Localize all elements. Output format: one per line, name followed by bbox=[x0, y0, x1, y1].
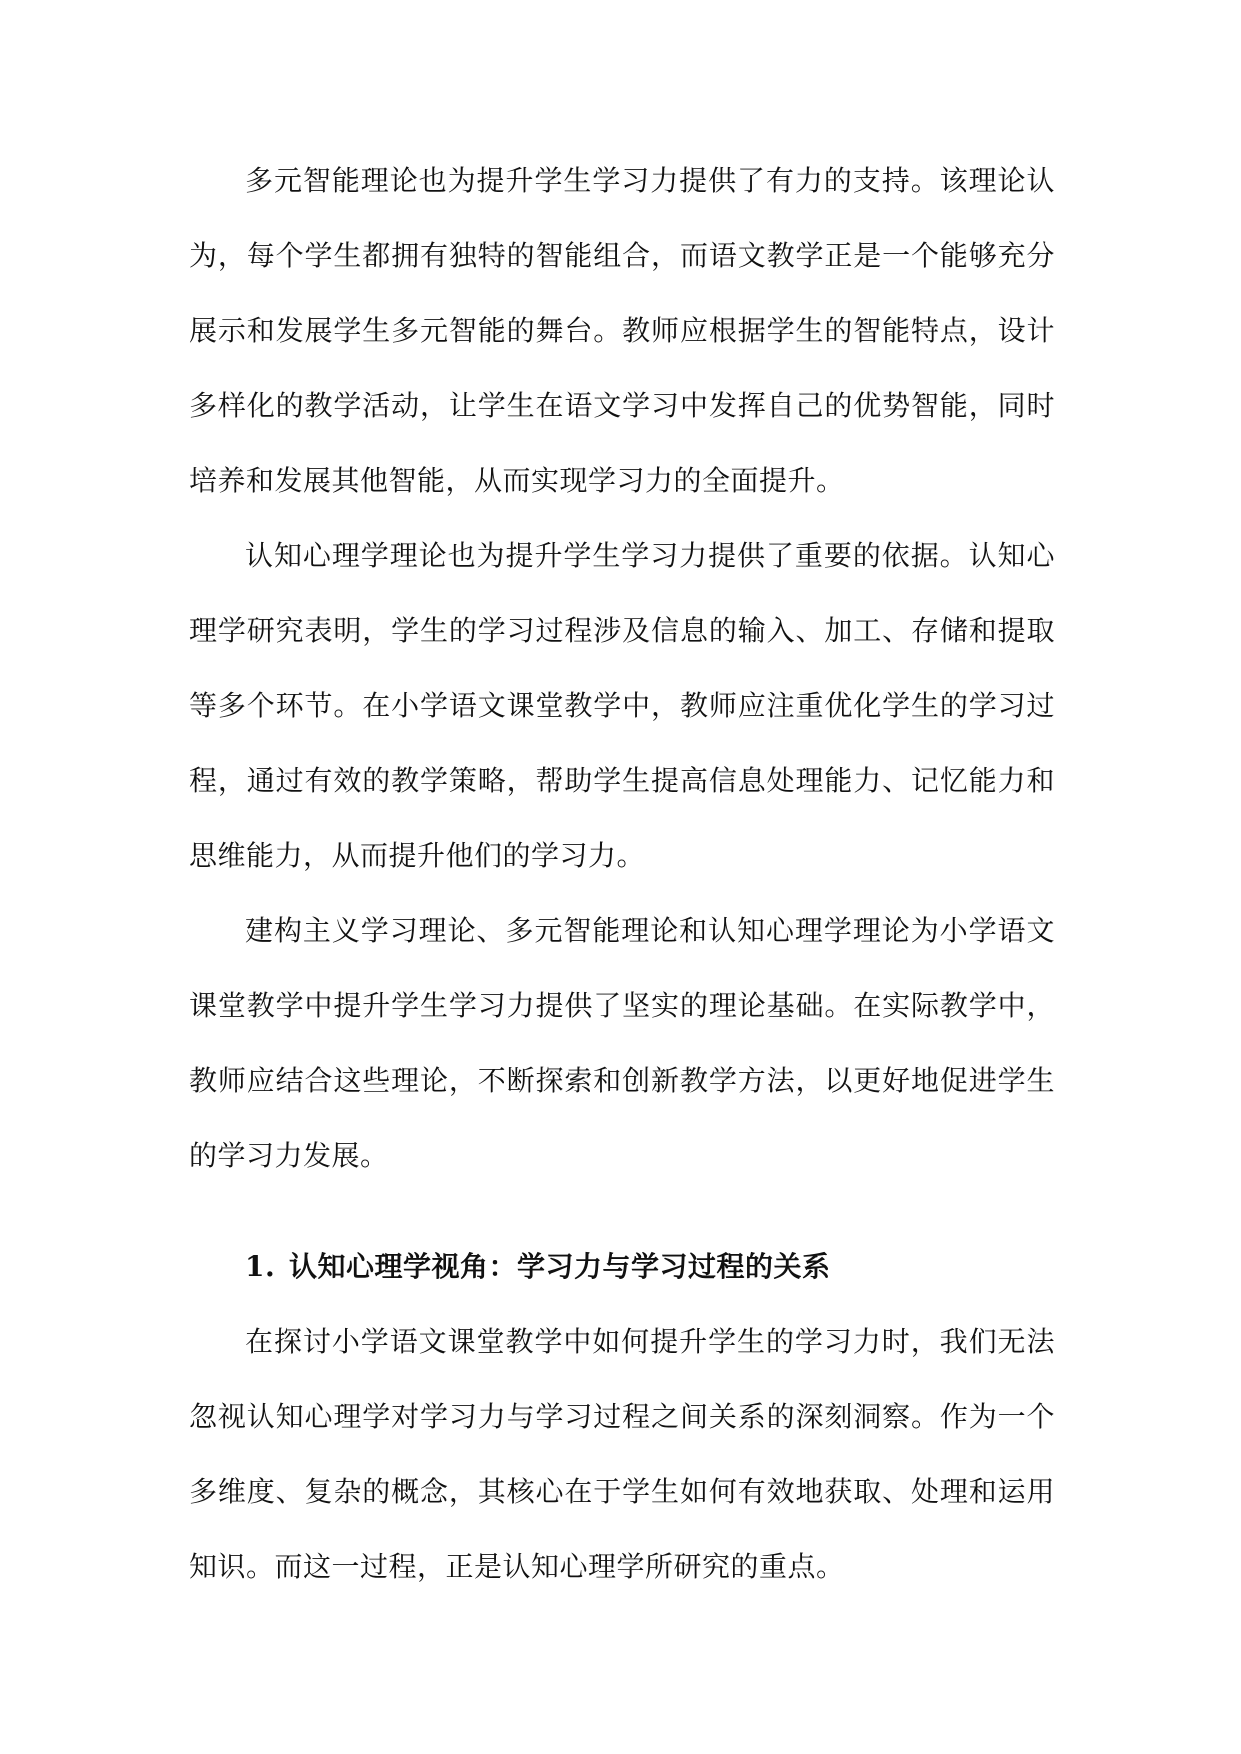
section-heading bbox=[189, 1229, 1055, 1304]
paragraph-theory-summary: 建构主义学习理论、多元智能理论和认知心理学理论为小学语文课堂教学中提升学生学习力提供了坚实的理论基础。在实际教学中，教师应结合这些理论，不断探索和创新教学方法，以更好地促进学生的学习力发展。 bbox=[189, 914, 1055, 1172]
paragraph-multiple-intelligences: 多元智能理论也为提升学生学习力提供了有力的支持。该理论认为，每个学生都拥有独特的智能组合，而语文教学正是一个能够充分展示和发展学生多元智能的舞台。教师应根据学生的智能特点，设计多样化的教学活动，让学生在语文学习中发挥自己的优势智能，同时培养和发展其他智能，从而实现学习力的全面提升。 bbox=[189, 164, 1055, 497]
paragraph-section-intro: 在探讨小学语文课堂教学中如何提升学生的学习力时，我们无法忽视认知心理学对学习力与学习过程之间关系的深刻洞察。作为一个多维度、复杂的概念，其核心在于学生如何有效地获取、处理和运用知识。而这一过程，正是认知心理学所研究的重点。 bbox=[189, 1325, 1055, 1583]
body-text bbox=[189, 143, 1055, 1604]
section-number: 1. bbox=[245, 1250, 276, 1283]
paragraph-cognitive-psychology: 认知心理学理论也为提升学生学习力提供了重要的依据。认知心理学研究表明，学生的学习过程涉及信息的输入、加工、存储和提取等多个环节。在小学语文课堂教学中，教师应注重优化学生的学习过程，通过有效的教学策略，帮助学生提高信息处理能力、记忆能力和思维能力，从而提升他们的学习力。 bbox=[189, 539, 1055, 872]
section-title: 认知心理学视角：学习力与学习过程的关系 bbox=[289, 1250, 831, 1283]
